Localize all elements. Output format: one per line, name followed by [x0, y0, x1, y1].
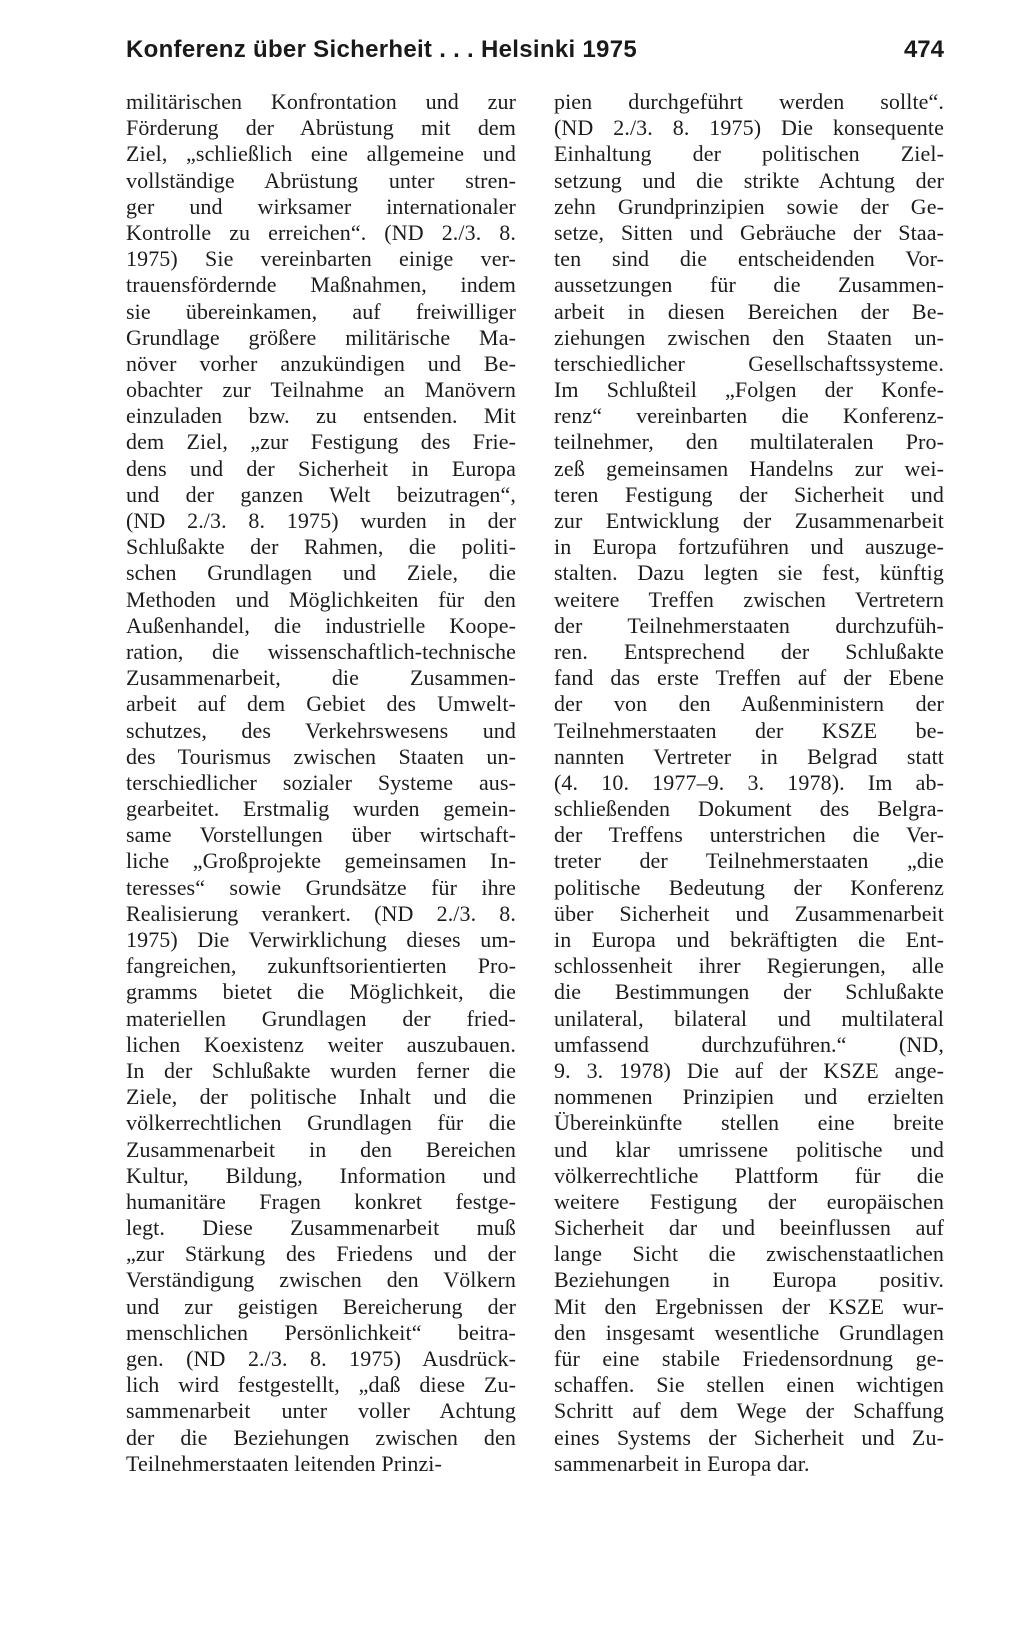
page-number: 474: [903, 36, 944, 63]
page-title: Konferenz über Sicherheit . . . Helsinki 1975: [126, 36, 637, 63]
text-line: in Europa fortzuführen und auszuge-: [554, 534, 944, 560]
text-line: gramms bietet die Möglichkeit, die: [126, 979, 516, 1005]
running-header: [126, 36, 944, 76]
text-line: einzuladen bzw. zu entsenden. Mit: [126, 403, 516, 429]
text-line: weitere Treffen zwischen Vertretern: [554, 586, 944, 612]
text-line: gearbeitet. Erstmalig wurden gemein-: [126, 796, 516, 822]
right-text-column: [554, 89, 944, 1477]
text-line: völkerrechtlichen Grundlagen für die: [126, 1110, 516, 1136]
text-line: humanitäre Fragen konkret festge-: [126, 1188, 516, 1214]
text-line: politische Bedeutung der Konferenz: [554, 874, 944, 900]
text-line: In der Schlußakte wurden ferner die: [126, 1057, 516, 1083]
text-line: schutzes, des Verkehrswesens und: [126, 717, 516, 743]
text-line: Übereinkünfte stellen eine breite: [554, 1110, 944, 1136]
text-line: zeß gemeinsamen Handelns zur wei-: [554, 455, 944, 481]
text-line: aussetzungen für die Zusammen-: [554, 272, 944, 298]
text-line: umfassend durchzuführen.“ (ND,: [554, 1031, 944, 1057]
text-line: ziehungen zwischen den Staaten un-: [554, 324, 944, 350]
text-line: Methoden und Möglichkeiten für den: [126, 586, 516, 612]
text-line: 9. 3. 1978) Die auf der KSZE ange-: [554, 1057, 944, 1083]
text-line: der von den Außenministern der: [554, 691, 944, 717]
text-line: weitere Festigung der europäischen: [554, 1188, 944, 1214]
text-line: arbeit in diesen Bereichen der Be-: [554, 298, 944, 324]
text-line: lange Sicht die zwischenstaatlichen: [554, 1241, 944, 1267]
text-line: in Europa und bekräftigten die Ent-: [554, 927, 944, 952]
text-line: „zur Stärkung des Friedens und der: [126, 1241, 516, 1267]
text-line: setzung und die strikte Achtung der: [554, 167, 944, 193]
text-line: Grundlage größere militärische Ma-: [126, 324, 516, 350]
text-line: und zur geistigen Bereicherung der: [126, 1293, 516, 1319]
text-line: ration, die wissenschaftlich-technische: [126, 638, 516, 664]
text-line: teresses“ sowie Grundsätze für ihre: [126, 874, 516, 900]
text-line: den insgesamt wesentliche Grundlagen: [554, 1319, 944, 1345]
text-line: die Bestimmungen der Schlußakte: [554, 979, 944, 1005]
text-line: menschlichen Persönlichkeit“ beitra-: [126, 1319, 516, 1345]
text-line: sammenarbeit in Europa dar.: [554, 1450, 810, 1476]
text-line: und klar umrissene politische und: [554, 1136, 944, 1162]
text-line: terschiedlicher sozialer Systeme aus-: [126, 769, 516, 795]
text-line: schen Grundlagen und Ziele, die: [126, 560, 516, 586]
text-line: Beziehungen in Europa positiv.: [554, 1267, 944, 1293]
text-line: Realisierung verankert. (ND 2./3. 8.: [126, 900, 516, 926]
left-text-column: [126, 89, 516, 1477]
text-line: vollständige Abrüstung unter stren-: [126, 167, 516, 193]
text-line: treter der Teilnehmerstaaten „die: [554, 848, 944, 874]
text-line: völkerrechtliche Plattform für die: [554, 1162, 944, 1188]
text-line: (ND 2./3. 8. 1975) wurden in der: [126, 508, 516, 533]
text-line: Zusammenarbeit in den Bereichen: [126, 1136, 516, 1162]
text-line: stalten. Dazu legten sie fest, künftig: [554, 560, 944, 586]
text-line: materiellen Grundlagen der fried-: [126, 1005, 516, 1031]
text-line: über Sicherheit und Zusammenarbeit: [554, 900, 944, 926]
text-line: Kultur, Bildung, Information und: [126, 1162, 516, 1188]
text-line: Mit den Ergebnissen der KSZE wur-: [554, 1293, 944, 1319]
text-line: Einhaltung der politischen Ziel-: [554, 141, 944, 167]
text-line: Ziel, „schließlich eine allgemeine und: [126, 141, 516, 167]
text-line: 1975) Die Verwirklichung dieses um-: [126, 927, 516, 952]
text-line: gen. (ND 2./3. 8. 1975) Ausdrück-: [126, 1346, 516, 1371]
text-line: Schritt auf dem Wege der Schaffung: [554, 1398, 944, 1424]
text-line: militärischen Konfrontation und zur: [126, 89, 516, 114]
text-line: teilnehmer, den multilateralen Pro-: [554, 429, 944, 455]
text-line: arbeit auf dem Gebiet des Umwelt-: [126, 691, 516, 717]
text-line: schaffen. Sie stellen einen wichtigen: [554, 1372, 944, 1398]
text-line: liche „Großprojekte gemeinsamen In-: [126, 848, 516, 874]
text-line: növer vorher anzukündigen und Be-: [126, 350, 516, 376]
text-line: zur Entwicklung der Zusammenarbeit: [554, 508, 944, 533]
text-line: pien durchgeführt werden sollte“.: [554, 89, 944, 114]
text-line: Schlußakte der Rahmen, die politi-: [126, 534, 516, 560]
text-line: ten sind die entscheidenden Vor-: [554, 246, 944, 272]
text-line: lich wird festgestellt, „daß diese Zu-: [126, 1372, 516, 1398]
text-line: renz“ vereinbarten die Konferenz-: [554, 403, 944, 429]
text-line: Zusammenarbeit, die Zusammen-: [126, 665, 516, 691]
text-line: same Vorstellungen über wirtschaft-: [126, 822, 516, 848]
text-line: Teilnehmerstaaten der KSZE be-: [554, 717, 944, 743]
text-line: legt. Diese Zusammenarbeit muß: [126, 1215, 516, 1241]
text-line: sammenarbeit unter voller Achtung: [126, 1398, 516, 1424]
text-line: trauensfördernde Maßnahmen, indem: [126, 272, 516, 298]
text-line: sie übereinkamen, auf freiwilliger: [126, 298, 516, 324]
text-line: für eine stabile Friedensordnung ge-: [554, 1346, 944, 1371]
text-line: der Treffens unterstrichen die Ver-: [554, 822, 944, 848]
text-line: Förderung der Abrüstung mit dem: [126, 115, 516, 141]
text-line: schließenden Dokument des Belgra-: [554, 796, 944, 822]
text-line: fangreichen, zukunftsorientierten Pro-: [126, 953, 516, 979]
text-line: des Tourismus zwischen Staaten un-: [126, 743, 516, 769]
text-line: Sicherheit dar und beeinflussen auf: [554, 1215, 944, 1241]
text-line: dem Ziel, „zur Festigung des Frie-: [126, 429, 516, 455]
text-line: eines Systems der Sicherheit und Zu-: [554, 1424, 944, 1450]
text-line: fand das erste Treffen auf der Ebene: [554, 665, 944, 691]
text-line: unilateral, bilateral und multilateral: [554, 1005, 944, 1031]
text-line: terschiedlicher Gesellschaftssysteme.: [554, 350, 944, 376]
text-line: teren Festigung der Sicherheit und: [554, 481, 944, 507]
text-line: obachter zur Teilnahme an Manövern: [126, 377, 516, 403]
text-line: und der ganzen Welt beizutragen“,: [126, 481, 516, 507]
text-line: Verständigung zwischen den Völkern: [126, 1267, 516, 1293]
text-line: (ND 2./3. 8. 1975) Die konsequente: [554, 115, 944, 141]
text-line: zehn Grundprinzipien sowie der Ge-: [554, 193, 944, 219]
text-line: nannten Vertreter in Belgrad statt: [554, 743, 944, 769]
text-line: Ziele, der politische Inhalt und die: [126, 1084, 516, 1110]
text-line: ger und wirksamer internationaler: [126, 193, 516, 219]
text-line: nommenen Prinzipien und erzielten: [554, 1084, 944, 1110]
text-line: der die Beziehungen zwischen den: [126, 1424, 516, 1450]
text-line: Kontrolle zu erreichen“. (ND 2./3. 8.: [126, 219, 516, 245]
text-line: schlossenheit ihrer Regierungen, alle: [554, 953, 944, 979]
text-line: setze, Sitten und Gebräuche der Staa-: [554, 219, 944, 245]
text-line: Außenhandel, die industrielle Koope-: [126, 612, 516, 638]
text-line: dens und der Sicherheit in Europa: [126, 455, 516, 481]
text-line: ren. Entsprechend der Schlußakte: [554, 638, 944, 664]
text-line: Teilnehmerstaaten leitenden Prinzi-: [126, 1450, 442, 1476]
text-line: lichen Koexistenz weiter auszubauen.: [126, 1031, 516, 1057]
text-line: Im Schlußteil „Folgen der Konfe-: [554, 377, 944, 403]
text-line: der Teilnehmerstaaten durchzufüh-: [554, 612, 944, 638]
text-line: (4. 10. 1977–9. 3. 1978). Im ab-: [554, 769, 944, 795]
text-line: 1975) Sie vereinbarten einige ver-: [126, 246, 516, 272]
